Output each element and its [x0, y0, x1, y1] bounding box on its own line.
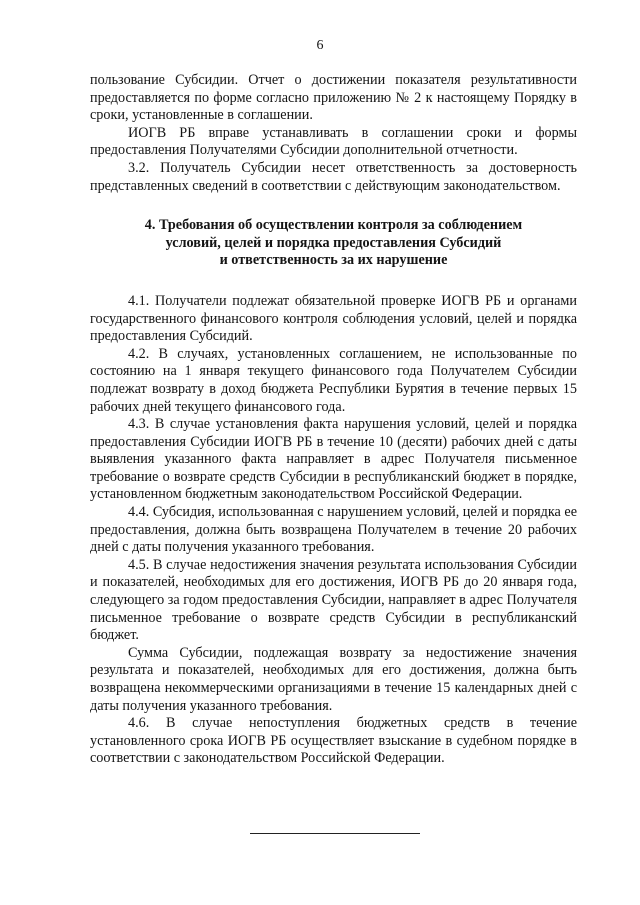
- section-4-heading: [90, 217, 577, 270]
- footer-divider: [250, 833, 420, 834]
- paragraph-3-2: 3.2. Получатель Субсидии несет ответственность за достоверность представленных сведений в соответствии с действующим законодательством.: [90, 159, 577, 194]
- paragraph-4-1: 4.1. Получатели подлежат обязательной проверке ИОГВ РБ и органами государственного финансового контроля соблюдения условий, целей и порядка предоставления Субсидий.: [90, 292, 577, 345]
- paragraph-4-4: 4.4. Субсидия, использованная с нарушением условий, целей и порядка ее предоставления, должна быть возвращена Получателем в течение 20 рабочих дней с даты получения указанного требования.: [90, 504, 577, 556]
- paragraph-4-2: 4.2. В случаях, установленных соглашением, не использованные по состоянию на 1 января текущего финансового года Получателем Субсидии подлежат возврату в доход бюджета Республики Бурятия в течение первых 15 рабочих дней текущего финансового года.: [90, 345, 577, 415]
- paragraph-refund-sum: Сумма Субсидии, подлежащая возврату за недостижение значения результата и показателей, необходимых для его достижения, должна быть возвращена некоммерческими организациями в течение 15 календарных дней с даты получения указанного требования.: [90, 644, 577, 714]
- paragraph-iogv-reporting: ИОГВ РБ вправе устанавливать в соглашении сроки и формы предоставления Получателями Субсидии дополнительной отчетности.: [90, 124, 577, 159]
- paragraph-continuation: пользование Субсидии. Отчет о достижении показателя результативности предоставляется по форме согласно приложению № 2 к настоящему Порядку в сроки, установленные в соглашении.: [90, 72, 577, 124]
- section-heading-line: условий, целей и порядка предоставления Субсидий: [165, 234, 502, 251]
- document-body: [90, 72, 577, 768]
- paragraph-4-5: 4.5. В случае недостижения значения результата использования Субсидии и показателей, необходимых для его достижения, ИОГВ РБ до 20 января года, следующего за годом предоставления Субсидии, направляет в адрес Получателя письменное требование о возврате средств Субсидии в республиканский бюджет.: [90, 556, 577, 644]
- page-number: 6: [316, 38, 324, 53]
- paragraph-4-3: 4.3. В случае установления факта нарушения условий, целей и порядка предоставления Субсидии ИОГВ РБ в течение 10 (десяти) рабочих дней с даты выявления указанного факта направляет в адрес Получателя письменное требование о возврате средств Субсидии в республиканский бюджет в порядке, установленном бюджетным законодательством Российской Федерации.: [90, 416, 577, 503]
- paragraph-4-6: 4.6. В случае непоступления бюджетных средств в течение установленного срока ИОГВ РБ осуществляет взыскание в судебном порядке в соответствии с законодательством Российской Федерации.: [90, 715, 577, 767]
- section-heading-line: и ответственность за их нарушение: [219, 252, 448, 269]
- section-heading-line: 4. Требования об осуществлении контроля за соблюдением: [144, 217, 523, 234]
